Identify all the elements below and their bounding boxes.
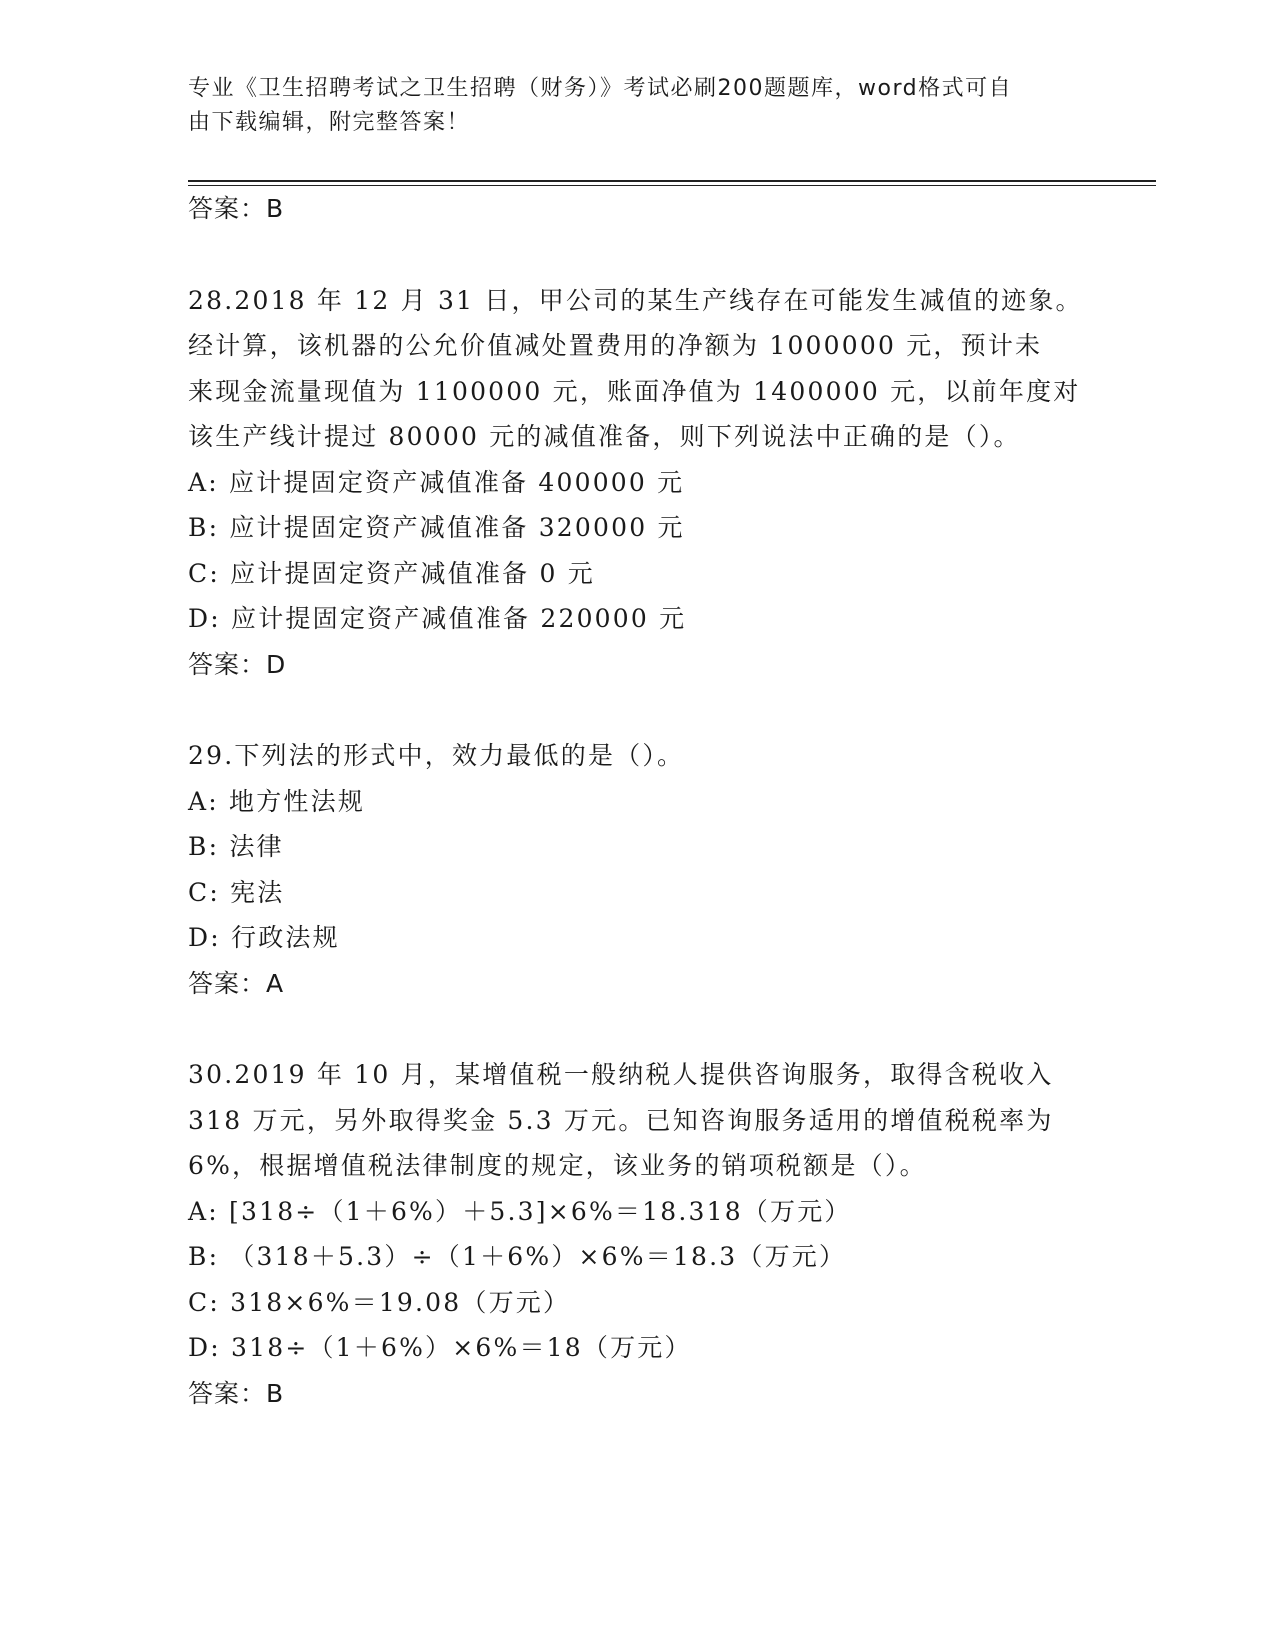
option-d: D: 318÷（1＋6%）×6%＝18（万元）	[188, 1333, 692, 1362]
question-text-line: 来现金流量现值为 1100000 元，账面净值为 1400000 元，以前年度对	[188, 376, 1081, 406]
question-text-line: 经计算，该机器的公允价值减处置费用的净额为 1000000 元，预计未	[188, 331, 1043, 360]
spacer	[188, 1006, 1088, 1052]
answer: 答案：A	[188, 968, 285, 998]
option-a: A: [318÷（1＋6%）＋5.3]×6%＝18.318（万元）	[188, 1196, 852, 1226]
option-c: C: 应计提固定资产减值准备 0 元	[188, 558, 595, 588]
option-b: B: （318＋5.3）÷（1＋6%）×6%＝18.3（万元）	[188, 1242, 847, 1271]
option-c: C: 宪法	[188, 877, 285, 907]
option-d: D: 行政法规	[188, 923, 340, 952]
option-a: A: 应计提固定资产减值准备 400000 元	[188, 467, 685, 497]
option-b: B: 法律	[188, 832, 284, 861]
spacer	[188, 687, 1088, 733]
question-text-line: 318 万元，另外取得奖金 5.3 万元。已知咨询服务适用的增值税税率为	[188, 1105, 1054, 1135]
question-text-line: 28.2018 年 12 月 31 日，甲公司的某生产线存在可能发生减值的迹象。	[188, 285, 1083, 315]
answer: 答案：B	[188, 1378, 285, 1408]
header-rule-thick	[188, 180, 1156, 182]
question-text-line: 29.下列法的形式中，效力最低的是（）。	[188, 741, 685, 770]
header-line-2: 由下载编辑，附完整答案！	[188, 110, 471, 135]
option-c: C: 318×6%＝19.08（万元）	[188, 1287, 571, 1317]
answer-prev: 答案：B	[188, 194, 285, 223]
question-29	[188, 733, 1088, 1006]
question-text-line: 30.2019 年 10 月，某增值税一般纳税人提供咨询服务，取得含税收入	[188, 1060, 1054, 1089]
spacer	[188, 232, 1088, 278]
question-text-line: 该生产线计提过 80000 元的减值准备，则下列说法中正确的是（）。	[188, 422, 1021, 451]
header-line-1: 专业《卫生招聘考试之卫生招聘（财务）》考试必刷200题题库，word格式可自	[188, 76, 1013, 101]
answer: 答案：D	[188, 649, 287, 679]
document-body	[188, 186, 1088, 1416]
option-b: B: 应计提固定资产减值准备 320000 元	[188, 513, 685, 542]
question-text-line: 6%，根据增值税法律制度的规定，该业务的销项税额是（）。	[188, 1151, 927, 1180]
option-d: D: 应计提固定资产减值准备 220000 元	[188, 604, 687, 633]
document-header	[188, 72, 1068, 140]
question-30	[188, 1052, 1088, 1416]
question-28	[188, 278, 1088, 688]
option-a: A: 地方性法规	[188, 786, 366, 816]
